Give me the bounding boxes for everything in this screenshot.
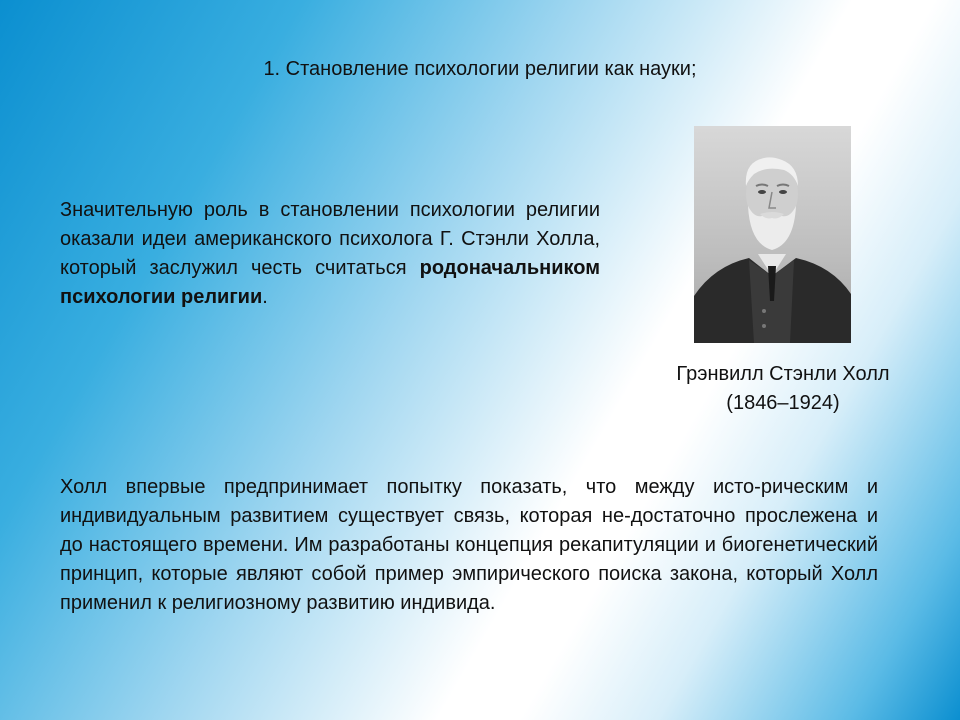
intro-bold-text: родоначальником психологии религии [60, 257, 600, 308]
portrait-caption-name: Грэнвилл Стэнли Холл [676, 363, 890, 385]
portrait-caption [668, 360, 898, 418]
intro-paragraph [60, 196, 600, 312]
intro-text: Значительную роль в становлении психологии религии оказали идеи американского психолога Г. Стэнли Холла, который заслужил честь считаться [60, 199, 600, 279]
portrait-illustration [694, 126, 851, 343]
portrait-photo [694, 126, 851, 343]
intro-text-end: . [262, 286, 268, 308]
slide-title: 1. Становление психологии религии как науки; [263, 58, 697, 80]
portrait-caption-years: (1846–1924) [726, 392, 840, 414]
body-paragraph: Холл впервые предпринимает попытку показать, что между исто-рическим и индивидуальным развитием существует связь, которая не-достаточно прослежена и до настоящего времени. Им разработаны концепция рекапитуляции и биогенетический принцип, которые являют собой пример эмпирического поиска закона, который Холл применил к религиозному развитию индивида. [60, 476, 878, 614]
